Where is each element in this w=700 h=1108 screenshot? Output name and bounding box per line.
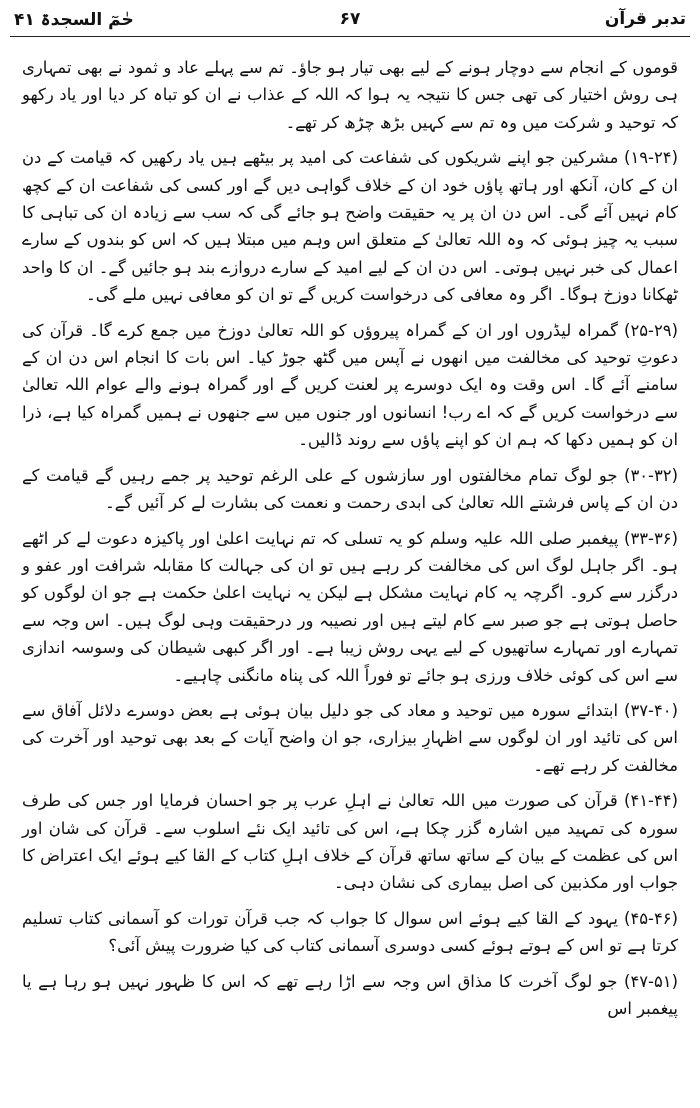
surah-name: حٰمٓ السجدۃ ۴۱	[14, 9, 134, 30]
book-title: تدبر قرآن	[604, 9, 686, 29]
header-divider	[10, 36, 690, 37]
paragraph: قوموں کے انجام سے دوچار ہونے کے لیے بھی تیار ہو جاؤ۔ تم سے پہلے عاد و ثمود نے بھی تمہاری ہی روش اختیار کی تھی جس کا نتیجہ یہ ہوا کہ اللہ کے عذاب نے ان کو تباہ کر دیا اور یاد رکھو کہ توحید و شرکت میں وہ تم سے کہیں بڑھ چڑھ کر تھے۔	[22, 58, 678, 132]
page-body	[22, 54, 678, 1098]
page-number: ۶۷	[339, 9, 361, 29]
paragraph: (۲۵-۲۹) گمراہ لیڈروں اور ان کے گمراہ پیروؤں کو اللہ تعالیٰ دوزخ میں جمع کرے گا۔ قرآن کی دعوتِ توحید کی مخالفت میں انھوں نے آپس میں گٹھ جوڑ کیا۔ اس بات کا انجام اس دن ان کے سامنے آئے گا۔ اس وقت وہ ایک دوسرے پر لعنت کریں گے اور گمراہ ہونے والے عوام اللہ تعالیٰ سے درخواست کریں گے کہ اے رب! انسانوں اور جنوں میں سے جنھوں نے ہمیں گمراہ کیا ہے، ذرا ان کو ہمیں دکھا کہ ہم ان کو اپنے پاؤں سے روند ڈالیں۔	[22, 320, 678, 450]
paragraph: (۳۷-۴۰) ابتدائے سورہ میں توحید و معاد کی جو دلیل بیان ہوئی ہے بعض دوسرے دلائل آفاق سے اس کی تائید اور ان لوگوں سے اظہارِ بیزاری، جو ان واضح آیات کے بعد بھی توحید اور آخرت کی مخالفت کر رہے تھے۔	[22, 700, 678, 775]
paragraph: (۴۷-۵۱) جو لوگ آخرت کا مذاق اس وجہ سے اڑا رہے تھے کہ اس کا ظہور نہیں ہو رہا ہے یا پیغمبر اس	[22, 971, 678, 1018]
paragraph: (۳۳-۳۶) پیغمبر صلی اللہ علیہ وسلم کو یہ تسلی کہ تم نہایت اعلیٰ اور پاکیزہ دعوت لے کر اٹھے ہو۔ اگر جاہل لوگ اس کی مخالفت کر رہے ہیں تو ان کی جہالت کا مقابلہ شرافت اور عفو و درگزر سے کرو۔ اگرچہ یہ کام نہایت مشکل ہے لیکن یہ نہایت اعلیٰ حکمت ہے جو ان لوگوں کو حاصل ہوتی ہے جو صبر سے کام لیتے ہیں اور نصیبہ ور درحقیقت وہی لوگ ہیں۔ اس وجہ سے تمہارے اور تمہارے ساتھیوں کے لیے یہی روش زیبا ہے۔ اور اگر کبھی شیطان کی وسوسہ اندازی سے اس کی کوئی خلاف ورزی ہو جائے تو فوراً اللہ کی پناہ مانگنی چاہیے۔	[22, 528, 678, 685]
page-header	[14, 4, 686, 34]
paragraph: (۴۱-۴۴) قرآن کی صورت میں اللہ تعالیٰ نے اہلِ عرب پر جو احسان فرمایا اور جس کی طرف سورہ کی تمہید میں اشارہ گزر چکا ہے، اس کی تائید ایک نئے اسلوب سے۔ قرآن کی شان اور اس کی عظمت کے بیان کے ساتھ ساتھ قرآن کے خلاف اہلِ کتاب کے القا کیے ہوئے ایک اعتراض کا جواب اور مکذبین کی اصل بیماری کی نشان دہی۔	[22, 791, 678, 893]
paragraph: (۳۰-۳۲) جو لوگ تمام مخالفتوں اور سازشوں کے علی الرغم توحید پر جمے رہیں گے قیامت کے دن ان کے پاس فرشتے اللہ تعالیٰ کی ابدی رحمت و نعمت کی بشارت لے کر آئیں گے۔	[22, 465, 678, 513]
paragraph: (۴۵-۴۶) یہود کے القا کیے ہوئے اس سوال کا جواب کہ جب قرآن تورات کو آسمانی کتاب تسلیم کرتا ہے تو اس کے ہوتے ہوئے کسی دوسری آسمانی کتاب کی کیا ضرورت پیش آئی؟	[22, 908, 678, 956]
paragraph: (۱۹-۲۴) مشرکین جو اپنے شریکوں کی شفاعت کی امید پر بیٹھے ہیں یاد رکھیں کہ قیامت کے دن ان کے کان، آنکھ اور ہاتھ پاؤں خود ان کے خلاف گواہی دیں گے اور کسی کی شفاعت ان کے کچھ کام نہیں آئے گی۔ اس دن ان پر یہ حقیقت واضح ہو جائے گی کہ سب سے زیادہ ان کی تباہی کا سبب یہ چیز ہوئی کہ وہ اللہ تعالیٰ کے متعلق اس وہم میں مبتلا ہیں کہ اس کو بندوں کے سارے اعمال کی خبر نہیں ہوتی۔ اس دن ان کے لیے امید کے سارے دروازے بند ہو جائیں گے۔ ان کا واحد ٹھکانا دوزخ ہوگا۔ اگر وہ معافی کی درخواست کریں گے تو ان کو معافی نہیں ملے گی۔	[22, 148, 678, 305]
